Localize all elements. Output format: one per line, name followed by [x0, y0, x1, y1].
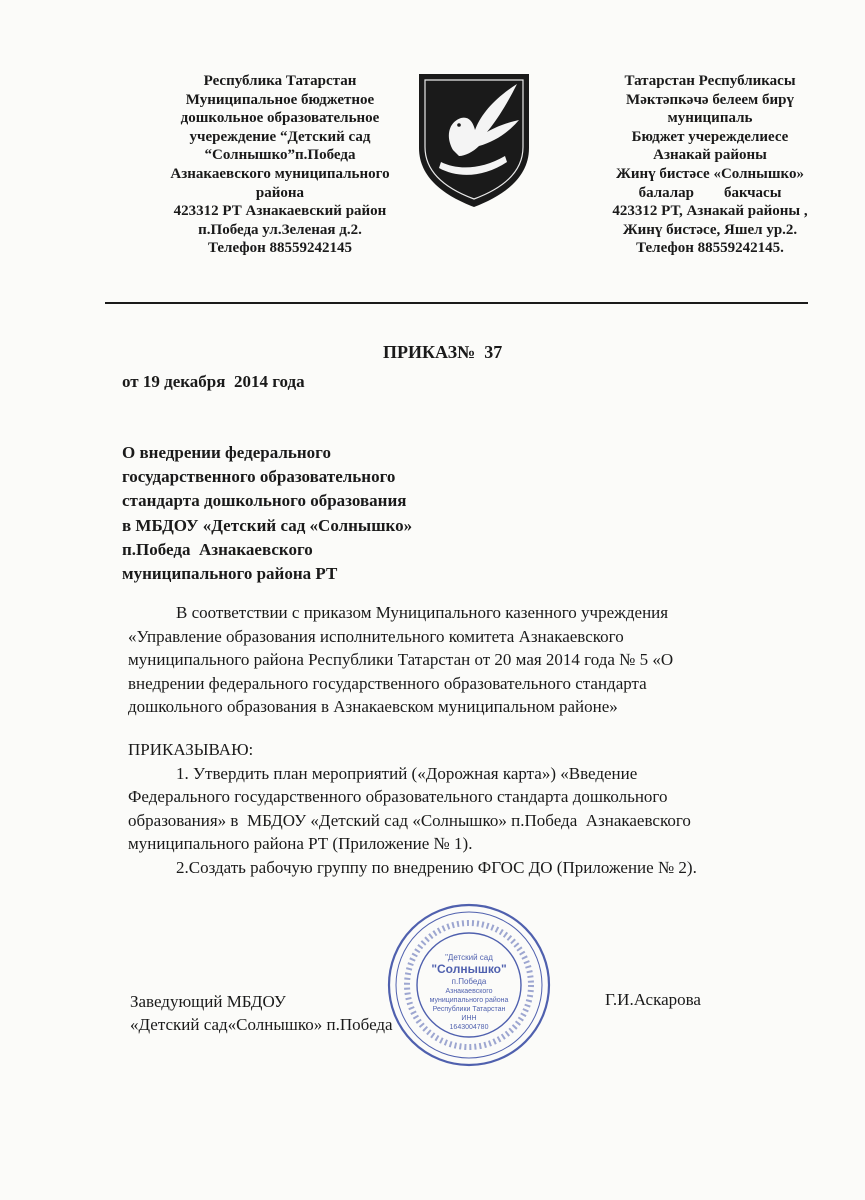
header-right-line: Жинү бистәсе «Солнышко»	[616, 165, 804, 182]
subject-line: п.Победа Азнакаевского	[122, 539, 313, 559]
header-left-line: 423312 РТ Азнакаевский район	[173, 203, 387, 220]
directive-line: Федерального государственного образовательного стандарта дошкольного	[128, 787, 668, 807]
stamp-line: ИНН	[461, 1015, 477, 1022]
header-left-line: района	[255, 184, 305, 201]
header-right-line: Жинү бистәсе, Яшел ур.2.	[622, 221, 798, 238]
header-left-line: “Солнышко”п.Победа	[204, 147, 356, 164]
header-left-line: п.Победа ул.Зеленая д.2.	[198, 221, 362, 238]
header-right-block	[585, 72, 835, 258]
subject-line: стандарта дошкольного образования	[122, 491, 407, 511]
order-preamble	[128, 601, 673, 719]
header-right-line: Азнакай районы	[653, 147, 767, 164]
directive-line: образования» в МБДОУ «Детский сад «Солнышко» п.Победа Азнакаевского	[128, 810, 691, 830]
header-right-line: балалар бакчасы	[638, 184, 782, 201]
signatory-position	[130, 990, 393, 1036]
stamp-line: Республики Татарстан	[432, 1006, 506, 1013]
header-right-line: муниципаль	[667, 110, 753, 127]
signatory-position-line: «Детский сад«Солнышко» п.Победа	[130, 1015, 393, 1034]
stamp-line: "Детский сад	[445, 953, 493, 962]
preamble-line: дошкольного образования в Азнакаевском муниципальном районе»	[128, 697, 618, 717]
stamp-line: 1643004780	[449, 1024, 489, 1031]
header-left-line: Телефон 88559242145	[207, 240, 353, 257]
directive-line: муниципального района РТ (Приложение № 1).	[128, 834, 473, 854]
preamble-line: В соответствии с приказом Муниципального казенного учреждения	[176, 603, 669, 622]
order-title: ПРИКАЗ№ 37	[383, 342, 503, 362]
header-left-block	[140, 72, 420, 258]
order-subject	[122, 441, 412, 586]
stamp-line: муниципального района	[429, 997, 509, 1004]
directive-line: 1. Утвердить план мероприятий («Дорожная карта») «Введение	[176, 763, 638, 783]
header-right-line: 423312 РТ, Азнакай районы ,	[612, 203, 808, 220]
official-stamp	[384, 900, 554, 1070]
directives-heading: ПРИКАЗЫВАЮ:	[128, 740, 254, 759]
header-left-line: Республика Татарстан	[203, 73, 357, 89]
directive-line: 2.Создать рабочую группу по внедрению ФГОС ДО (Приложение № 2).	[176, 857, 697, 877]
subject-line: муниципального района РТ	[122, 564, 338, 584]
stamp-line: "Солнышко"	[431, 962, 507, 976]
header-left-line: дошкольное образовательное	[180, 110, 380, 127]
header-right-line: Татарстан Республикасы	[624, 73, 796, 89]
header-right-line: Бюджет учережделиесе	[631, 128, 789, 145]
header-right-line: Мәктәпкәчә белеем бирү	[626, 91, 794, 108]
preamble-line: «Управление образования исполнительного комитета Азнакаевского	[128, 626, 624, 646]
subject-line: О внедрении федерального	[122, 443, 331, 462]
subject-line: государственного образовательного	[122, 467, 396, 487]
header-divider	[105, 302, 808, 304]
stamp-line: Азнакаевского	[445, 988, 493, 995]
stamp-line: п.Победа	[451, 977, 487, 986]
header-left-line: Азнакаевского муниципального	[170, 165, 390, 182]
signatory-position-line: Заведующий МБДОУ	[130, 992, 286, 1011]
preamble-line: внедрении федерального государственного образовательного стандарта	[128, 673, 647, 693]
preamble-line: муниципального района Республики Татарстан от 20 мая 2014 года № 5 «О	[128, 650, 674, 670]
header-left-line: Муниципальное бюджетное	[185, 91, 375, 108]
bird-emblem-icon	[415, 70, 533, 210]
subject-line: в МБДОУ «Детский сад «Солнышко»	[122, 515, 413, 535]
header-right-line: Телефон 88559242145.	[636, 240, 784, 257]
order-date: от 19 декабря 2014 года	[122, 372, 305, 391]
header-left-line: учереждение “Детский сад	[189, 128, 371, 145]
order-directives	[128, 738, 697, 880]
signatory-name: Г.И.Аскарова	[605, 990, 701, 1009]
